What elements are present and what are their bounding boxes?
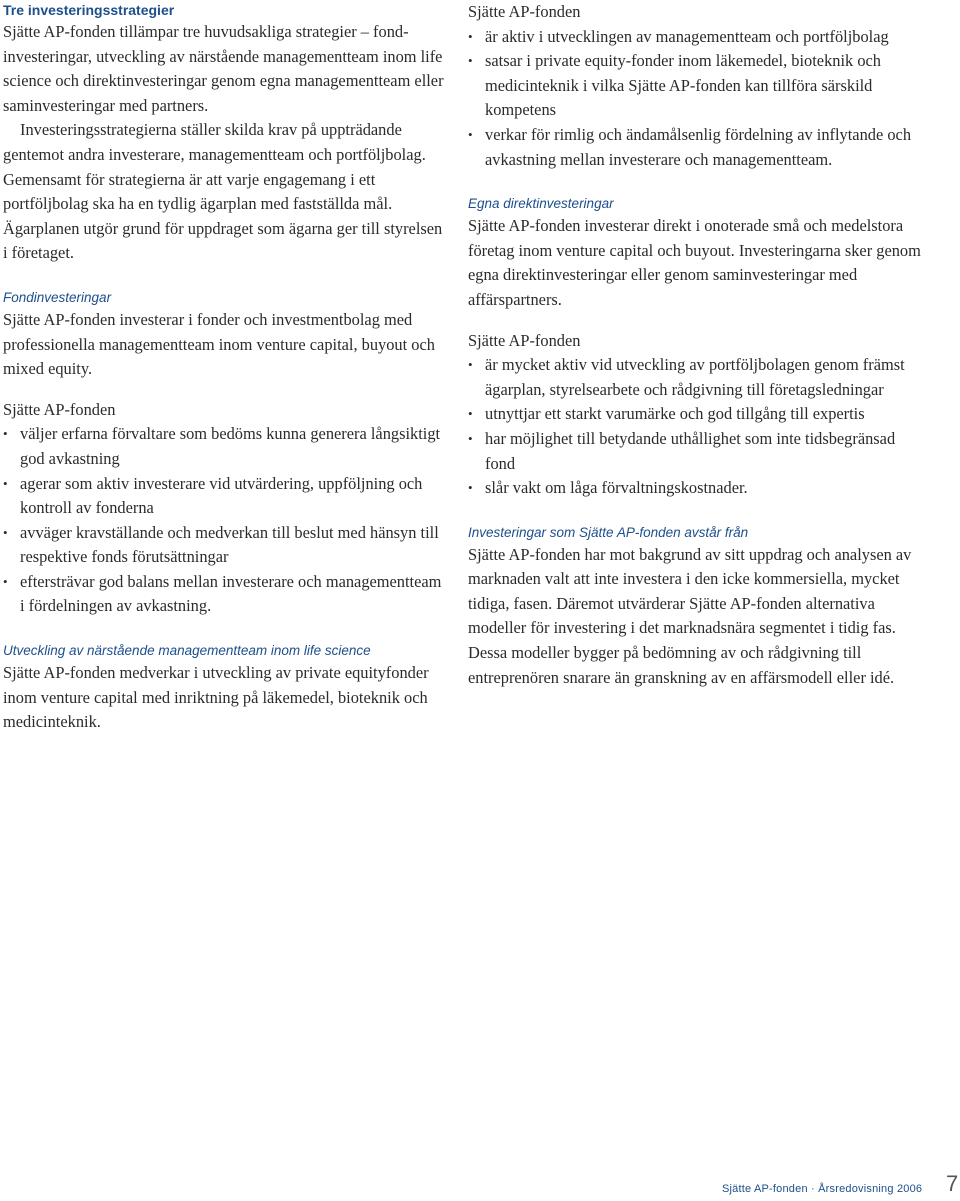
list-item: • är mycket aktiv vid utveckling av portföljbolagen genom främst ägarplan, styrelsearbete och rådgivning till företagsledningar bbox=[468, 355, 905, 399]
list-item: • verkar för rimlig och ändamålsenlig fördelning av inflytande och avkastning mellan investerare och managementteam. bbox=[468, 124, 912, 169]
right-column bbox=[468, 0, 928, 690]
bullet-icon: • bbox=[3, 475, 8, 491]
section-heading: Tre investeringsstrategier bbox=[3, 2, 175, 18]
list-item: • satsar i private equity-fonder inom läkemedel, bioteknik och medicinteknik i vilka Sjätte AP-fonden kan tillföra särskild kompetens bbox=[468, 51, 881, 120]
avstar-text: Sjätte AP-fonden har mot bakgrund av sitt uppdrag och analysen av marknaden valt att inte investera i den icke kommersiella, mycket tidiga, fasen. Däremot utvärderar Sjätte AP-fonden alternativa modeller för investering i det marknadsnära segmentet i tidig fas. Dessa modeller bygger på bedömning av och rådgivning till entreprenören snarare än granskning av en affärsmodell eller idé. bbox=[468, 544, 912, 687]
bullet-icon: • bbox=[3, 426, 8, 442]
intro-paragraph-2: Investeringsstrategierna ställer skilda krav på uppträdande gentemot andra investerare, managementteam och portföljbolag. Gemensamt för strategierna är att varje engagemang i ett portföljbolag ska ha en tydlig ägarplan med fastställda mål. Ägarplanen utgör grund för uppdraget som ägarna ger till styrelsen i företaget. bbox=[3, 120, 443, 263]
list-item: • slår vakt om låga förvaltningskostnader. bbox=[468, 476, 928, 501]
list-item: • utnyttjar ett starkt varumärke och god tillgång till expertis bbox=[468, 402, 928, 427]
footer-text: Sjätte AP-fonden · Årsredovisning 2006 bbox=[722, 1183, 923, 1195]
list-item: • är aktiv i utvecklingen av managementteam och portföljbolag bbox=[468, 25, 928, 50]
fond-bullet-list bbox=[3, 422, 450, 619]
list-item: • avväger kravställande och medverkan till beslut med hänsyn till respektive fonds förutsättningar bbox=[3, 522, 439, 567]
bullet-icon: • bbox=[3, 573, 8, 589]
bullet-icon: • bbox=[468, 28, 473, 44]
direkt-bullet-list bbox=[468, 353, 928, 501]
bullet-icon: • bbox=[468, 406, 473, 422]
utveckling-text: Sjätte AP-fonden medverkar i utveckling av private equityfonder inom venture capital med inriktning på läkemedel, bioteknik och medicinteknik. bbox=[3, 663, 429, 732]
list-item: • eftersträvar god balans mellan investerare och managementteam i fördelningen av avkastning. bbox=[3, 571, 442, 616]
left-column bbox=[3, 0, 450, 735]
avstar-heading: Investeringar som Sjätte AP-fonden avstår från bbox=[468, 524, 749, 540]
direktinvesteringar-heading: Egna direktinvesteringar bbox=[468, 196, 614, 212]
bullet-icon: • bbox=[468, 430, 473, 446]
intro-paragraph: Sjätte AP-fonden tillämpar tre huvudsakliga strategier – fondinvesteringar, utveckling av närstående managementteam inom life science och direktinvesteringar genom egna managementteam eller saminvesteringar med partners. bbox=[3, 22, 444, 115]
fondinvesteringar-heading: Fondinvesteringar bbox=[3, 289, 112, 305]
utveckling-bullet-list bbox=[468, 25, 928, 173]
bullet-icon: • bbox=[3, 524, 8, 540]
bullet-icon: • bbox=[468, 357, 473, 373]
list-item: • väljer erfarna förvaltare som bedöms kunna generera långsiktigt god avkastning bbox=[3, 424, 441, 468]
direkt-bullets-lead: Sjätte AP-fonden bbox=[468, 330, 581, 350]
utveckling-heading: Utveckling av närstående managementteam inom life science bbox=[3, 643, 371, 659]
list-item: • har möjlighet till betydande uthållighet som inte tidsbegränsad fond bbox=[468, 428, 896, 473]
direktinvesteringar-text: Sjätte AP-fonden investerar direkt i onoterade små och medelstora företag inom venture capital och buyout. Investeringarna sker genom egna direktinvesteringar eller genom saminvesteringar med affärspartners. bbox=[468, 216, 921, 309]
bullet-icon: • bbox=[468, 53, 473, 69]
bullet-icon: • bbox=[468, 480, 473, 496]
fond-bullets-lead: Sjätte AP-fonden bbox=[3, 399, 116, 419]
list-item: • agerar som aktiv investerare vid utvärdering, uppföljning och kontroll av fonderna bbox=[3, 473, 423, 518]
right-bullets-lead: Sjätte AP-fonden bbox=[468, 2, 581, 21]
bullet-icon: • bbox=[468, 126, 473, 142]
fondinvesteringar-text: Sjätte AP-fonden investerar i fonder och investmentbolag med professionella managementteam inom venture capital, buyout och mixed equity. bbox=[3, 309, 435, 379]
page-number: 7 bbox=[946, 1171, 959, 1196]
